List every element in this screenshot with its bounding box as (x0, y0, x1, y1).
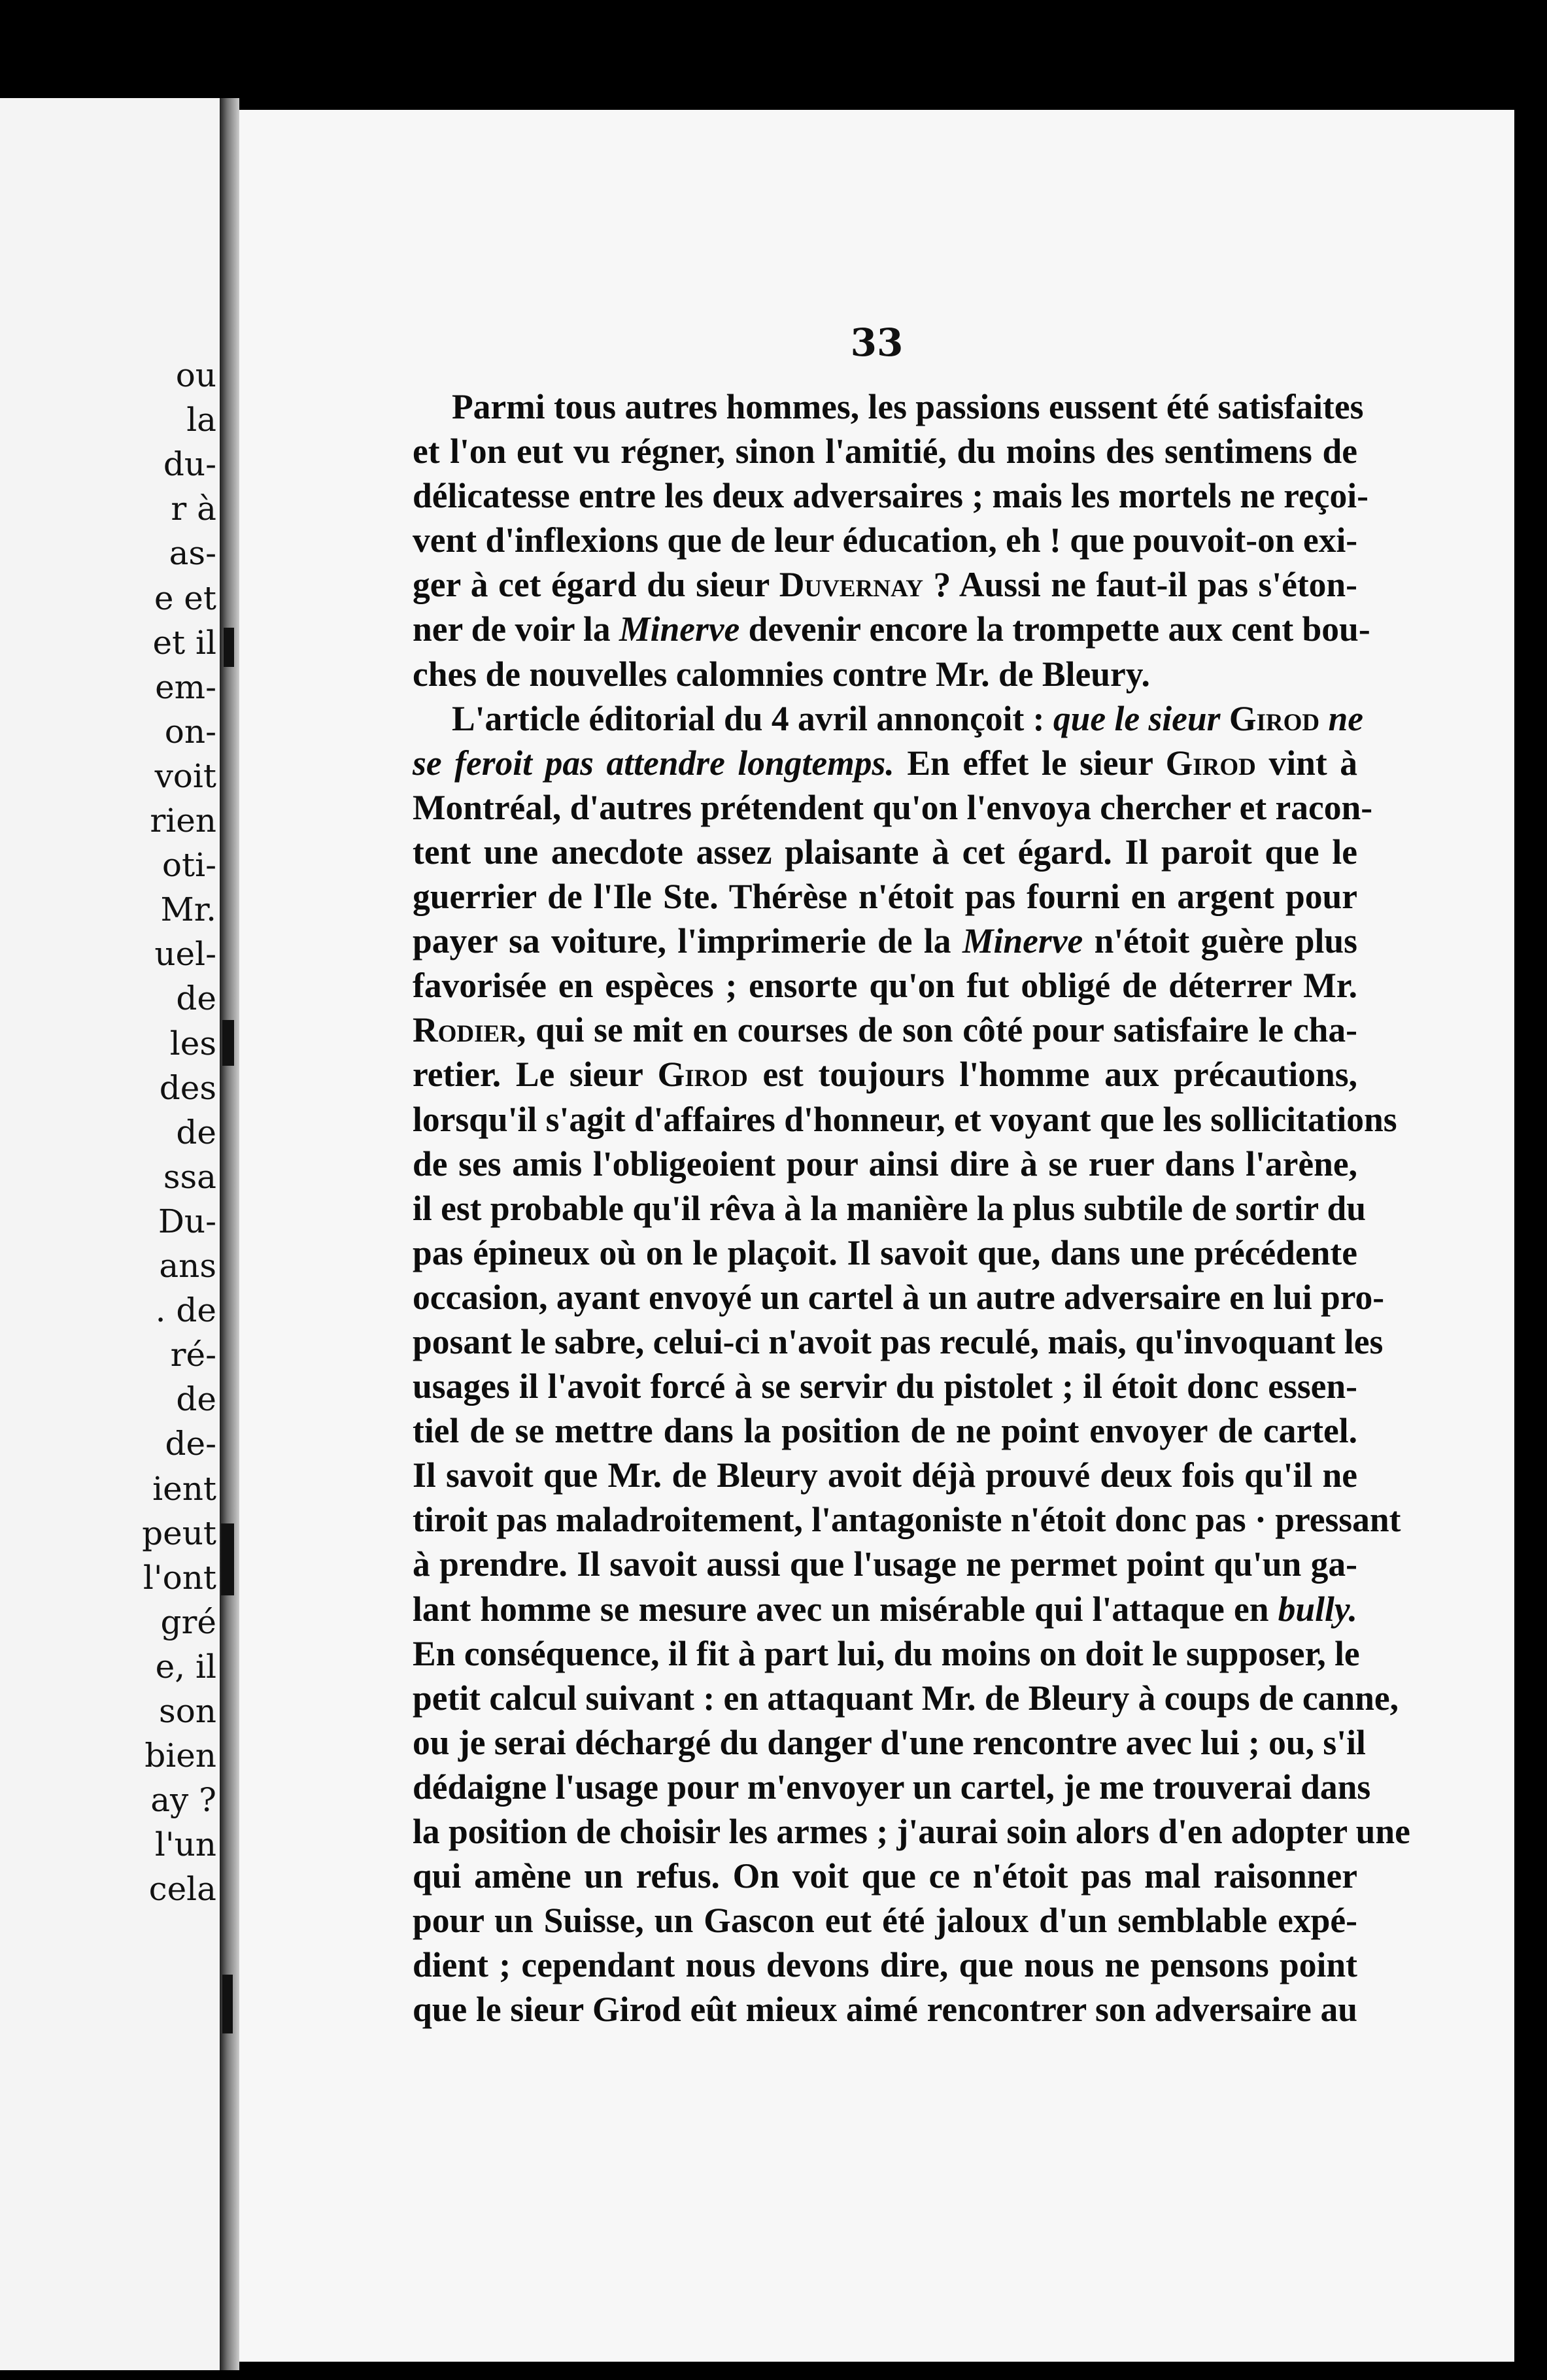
text-line (413, 1631, 1360, 1676)
text-segment: et l'on eut vu régner, sinon l'amitié, du moins des sentimens de (413, 432, 1357, 471)
left-page-fragment: ré- (170, 1336, 216, 1374)
text-segment: ne (1319, 698, 1363, 738)
text-segment: n'étoit guère plus (1083, 921, 1357, 961)
left-page-fragment: on- (164, 712, 216, 751)
text-line (413, 473, 1368, 518)
text-segment: ? Aussi ne faut-il pas s'éton- (923, 565, 1357, 605)
text-line (413, 518, 1357, 562)
text-line (413, 1186, 1367, 1231)
left-page-fragment: oti- (162, 846, 216, 885)
text-line (413, 429, 1357, 473)
text-line (413, 1275, 1385, 1319)
text-segment: la position de choisir les armes ; j'aurai soin alors d'en adopter une (413, 1812, 1410, 1851)
text-segment: vint à (1255, 743, 1358, 783)
left-page-fragment: la (186, 401, 216, 439)
body-text (413, 384, 1410, 2032)
left-page (0, 98, 230, 2370)
text-line (413, 1720, 1366, 1765)
text-segment: pas épineux où on le plaçoit. Il savoit que, dans une précédente (413, 1232, 1357, 1272)
right-page (239, 110, 1514, 2362)
left-page-fragment: as- (169, 534, 216, 573)
text-line (413, 1987, 1357, 2032)
left-page-fragment: de (176, 1380, 216, 1419)
text-line (413, 1676, 1399, 1720)
text-segment: Montréal, d'autres prétendent qu'on l'envoya chercher et racon- (413, 787, 1373, 827)
text-segment: tent une anecdote assez plaisante à cet égard. Il paroit que le (413, 832, 1357, 872)
left-page-fragment: de (176, 979, 216, 1018)
text-line (413, 963, 1357, 1008)
text-line (413, 652, 1357, 696)
text-line (413, 1142, 1357, 1186)
left-page-fragment: de (176, 1113, 216, 1151)
text-segment: Girod (1165, 743, 1256, 783)
left-page-fragment: les (169, 1024, 216, 1062)
binding-mark (224, 628, 234, 667)
text-segment: Minerve (619, 609, 740, 649)
text-segment: ches de nouvelles calomnies contre Mr. de Bleury. (413, 654, 1150, 694)
text-segment: tiel de se mettre dans la position de ne point envoyer de cartel. (413, 1411, 1357, 1451)
text-line (413, 562, 1357, 607)
text-segment: que le sieur (1053, 698, 1229, 738)
text-line (413, 1008, 1357, 1052)
text-segment: Parmi tous autres hommes, les passions eussent été satisfaites (452, 387, 1364, 426)
text-line (413, 830, 1357, 874)
text-segment: L'article éditorial du 4 avril annonçoit : (452, 698, 1053, 738)
text-segment: tiroit pas maladroitement, l'antagoniste n'étoit donc pas · pressant (413, 1500, 1401, 1540)
left-page-fragment: ou (175, 356, 216, 394)
text-segment: usages il l'avoit forcé à se servir du pistolet ; il étoit donc essen- (413, 1367, 1357, 1406)
text-segment: occasion, ayant envoyé un cartel à un autre adversaire en lui pro- (413, 1277, 1385, 1317)
text-segment: devenir encore la trompette aux cent bou- (740, 609, 1370, 649)
left-page-fragment: de- (165, 1425, 216, 1463)
text-segment: ner de voir la (413, 609, 620, 649)
text-segment: petit calcul suivant : en attaquant Mr. de Bleury à coups de canne, (413, 1678, 1399, 1718)
text-segment: payer sa voiture, l'imprimerie de la (413, 921, 962, 961)
text-line (413, 785, 1373, 830)
text-line (413, 1809, 1410, 1854)
text-segment: retier. Le sieur (413, 1055, 658, 1095)
text-segment: est toujours l'homme aux précautions, (747, 1055, 1357, 1095)
left-page-fragment: peut (142, 1514, 216, 1552)
text-line (413, 919, 1357, 963)
text-segment: Rodier (413, 1010, 517, 1050)
page-number: 33 (850, 320, 904, 365)
text-line (413, 1542, 1357, 1586)
left-page-fragment: son (159, 1692, 216, 1730)
text-line (413, 874, 1357, 919)
text-segment: qui amène un refus. On voit que ce n'étoit pas mal raisonner (413, 1856, 1357, 1896)
text-segment: pour un Suisse, un Gascon eut été jaloux d'un semblable expé- (413, 1901, 1357, 1941)
left-page-fragment: e, il (155, 1647, 216, 1686)
left-page-fragment: bien (144, 1737, 216, 1775)
left-page-fragment: uel- (154, 935, 216, 974)
text-segment: Il savoit que Mr. de Bleury avoit déjà prouvé deux fois qu'il ne (413, 1455, 1357, 1495)
text-line (413, 1898, 1357, 1943)
text-segment: dient ; cependant nous devons dire, que nous ne pensons point (413, 1945, 1357, 1985)
text-segment: il est probable qu'il rêva à la manière la plus subtile de sortir du (413, 1188, 1367, 1228)
left-page-fragment: ay ? (150, 1781, 216, 1820)
text-line (413, 1231, 1357, 1275)
left-page-fragment: du- (163, 445, 216, 484)
text-segment: posant le sabre, celui-ci n'avoit pas reculé, mais, qu'invoquant les (413, 1321, 1384, 1361)
text-line (413, 1497, 1401, 1542)
text-line (413, 1408, 1357, 1453)
text-segment: favorisée en espèces ; ensorte qu'on fut obligé de déterrer Mr. (413, 966, 1357, 1006)
text-segment: ger à cet égard du sieur (413, 565, 779, 605)
text-line (413, 384, 1364, 429)
text-segment: lant homme se mesure avec un misérable qui l'attaque en (413, 1589, 1278, 1629)
left-page-fragment: rien (150, 802, 216, 840)
left-page-fragment: gré (160, 1603, 216, 1641)
left-page-fragment: des (159, 1068, 216, 1107)
left-page-fragment: ans (159, 1247, 216, 1285)
binding-mark (222, 1975, 233, 2033)
text-line (413, 1765, 1371, 1809)
text-line (413, 1453, 1357, 1497)
text-segment: de ses amis l'obligeoient pour ainsi dire à se ruer dans l'arène, (413, 1144, 1357, 1183)
text-segment: Duvernay (779, 565, 924, 605)
left-page-fragment: l'ont (143, 1558, 216, 1597)
text-line (413, 1854, 1357, 1898)
text-line (413, 1364, 1357, 1408)
text-segment: se feroit pas attendre longtemps. (413, 743, 894, 783)
text-line (413, 1052, 1357, 1096)
text-segment: que le sieur Girod eût mieux aimé rencontrer son adversaire au (413, 1990, 1357, 2030)
text-segment: En effet le sieur (894, 743, 1166, 783)
binding-mark (222, 1020, 234, 1066)
left-page-fragment: Du- (158, 1202, 216, 1240)
text-line (413, 741, 1357, 785)
left-page-fragment: cela (148, 1870, 216, 1909)
left-page-fragment: et il (152, 623, 216, 662)
text-line (413, 1097, 1397, 1142)
text-segment: délicatesse entre les deux adversaires ; mais les mortels ne reçoi- (413, 476, 1368, 516)
text-segment: lorsqu'il s'agit d'affaires d'honneur, et voyant que les sollicitations (413, 1099, 1397, 1139)
left-page-fragment: l'un (154, 1826, 216, 1864)
text-line (413, 1319, 1384, 1364)
text-segment: à prendre. Il savoit aussi que l'usage ne permet point qu'un ga- (413, 1544, 1357, 1584)
text-segment: vent d'inflexions que de leur éducation, eh ! que pouvoit-on exi- (413, 520, 1358, 560)
text-segment: Girod (657, 1055, 748, 1095)
left-page-fragment: ssa (163, 1157, 216, 1196)
text-segment: , qui se mit en courses de son côté pour satisfaire le cha- (517, 1010, 1357, 1050)
text-line (413, 1943, 1357, 1987)
text-segment: En conséquence, il fit à part lui, du moins on doit le supposer, le (413, 1633, 1360, 1673)
left-page-fragment: em- (155, 668, 216, 706)
text-segment: Minerve (962, 921, 1083, 961)
left-page-fragment: e et (154, 579, 216, 617)
left-page-fragment: Mr. (160, 891, 216, 929)
left-page-fragment: r à (171, 490, 216, 528)
text-segment: Girod (1229, 698, 1320, 738)
binding-mark (221, 1523, 234, 1595)
text-segment: dédaigne l'usage pour m'envoyer un cartel, je me trouverai dans (413, 1767, 1371, 1807)
text-segment: ou je serai déchargé du danger d'une rencontre avec lui ; ou, s'il (413, 1722, 1366, 1762)
left-page-fragment: voit (154, 756, 216, 795)
text-line (413, 1587, 1357, 1631)
left-page-fragment: ient (152, 1469, 216, 1508)
text-segment: bully. (1278, 1589, 1357, 1629)
left-page-fragment: . de (155, 1291, 216, 1330)
text-line (413, 607, 1370, 651)
text-segment: guerrier de l'Ile Ste. Thérèse n'étoit pas fourni en argent pour (413, 877, 1357, 917)
text-line (413, 696, 1363, 741)
